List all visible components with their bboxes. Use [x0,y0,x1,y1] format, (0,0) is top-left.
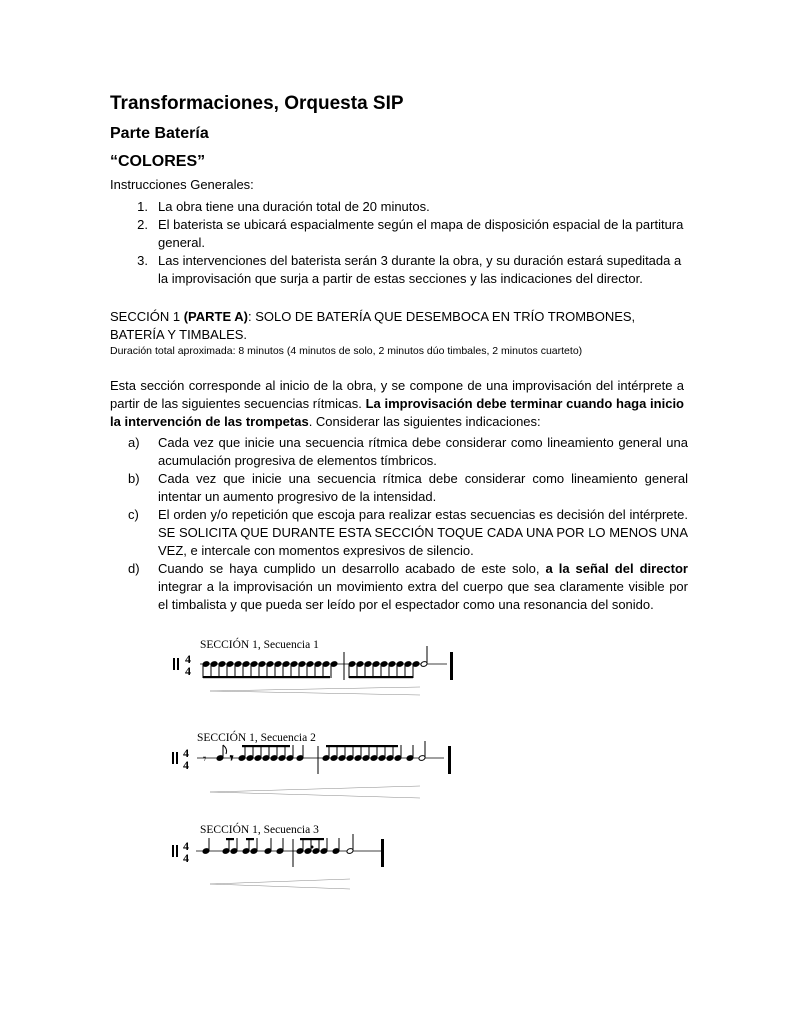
heading-bold: (PARTE A) [183,309,248,324]
indication-label: b) [128,471,140,486]
list-text: La obra tiene una duración total de 20 minutos. [158,199,430,214]
work-title: “COLORES” [110,153,206,170]
beam [349,676,413,678]
score-3-label: SECCIÓN 1, Secuencia 3 [200,824,319,836]
list-text: El baterista se ubicará espacialmente según el mapa de disposición espacial de la partitura general. [158,217,684,250]
indication-text: Cada vez que inicie una secuencia rítmica debe considerar como lineamiento general una acumulación progresiva de elementos tímbricos. [158,435,688,468]
indication-text: Cuando se haya cumplido un desarrollo acabado de este solo, [158,561,546,576]
dot [311,846,313,848]
indication-label: c) [128,507,139,522]
heading-post: : SOLO DE BATERÍA QUE DESEMBOCA EN TRÍO TROMBONES, BATERÍA Y TIMBALES. [110,309,636,342]
time-sig-top: 4 [183,746,189,760]
time-sig-bottom: 4 [183,758,189,772]
beam [326,745,398,747]
section-1-duration: Duración total aproximada: 8 minutos (4 minutos de solo, 2 minutos dúo timbales, 2 minutos cuarteto) [110,345,583,357]
intro-bold: La improvisación debe terminar cuando haga inicio la intervención de las trompetas [110,396,685,429]
score-2-staff [172,741,451,798]
beam [203,676,330,678]
list-number: 2. [137,217,148,232]
beam [226,838,234,840]
rest-glyph: 𝄾 [230,751,234,765]
indication-label: d) [128,561,140,576]
beam [246,838,254,840]
beam [300,838,324,840]
indication-label: a) [128,435,140,450]
time-sig-bottom: 4 [185,664,191,678]
score-1-label: SECCIÓN 1, Secuencia 1 [200,639,319,651]
document-title: Transformaciones, Orquesta SIP [110,93,404,114]
intro-pre: Esta sección corresponde al inicio de la obra, y se compone de una improvisación del intérprete a partir de las siguientes secuencias rítmicas. [110,378,684,411]
time-sig-top: 4 [185,652,191,666]
list-text: Las intervenciones del baterista serán 3 durante la obra, y su duración estará supeditada a la improvisación que surja a partir de estas secciones y las indicaciones del director. [158,253,682,286]
indication-text-post: integrar a la improvisación un movimiento extra del cuerpo que sea claramente visible por el timbalista y que pueda ser leído por el espectador como una resonancia del sonido. [158,579,688,612]
indication-text: Cada vez que inicie una secuencia rítmica debe considerar como lineamiento general intentar un aumento progresivo de la intensidad. [158,471,688,504]
score-2-label: SECCIÓN 1, Secuencia 2 [197,732,316,744]
indication-text: El orden y/o repetición que escoja para realizar estas secuencias es decisión del intérprete. SE SOLICITA QUE DURANTE ESTA SECCIÓN TOQUE CADA UNA POR LO MENOS UNA VEZ, e intercale con momentos expresivos de silencio. [158,507,688,558]
heading-pre: SECCIÓN 1 [110,309,184,324]
flag [223,745,227,754]
rest-glyph: 𝄾 [203,751,207,766]
score-3-staff [172,834,384,889]
time-sig-top: 4 [183,839,189,853]
beam [242,745,290,747]
time-sig-bottom: 4 [183,851,189,865]
list-number: 3. [137,253,148,268]
list-number: 1. [137,199,148,214]
indication-bold: a la señal del director [545,561,688,576]
intro-post: . Considerar las siguientes indicaciones: [308,414,541,429]
instructions-heading: Instrucciones Generales: [110,177,254,192]
part-subtitle: Parte Batería [110,125,209,142]
score-1-staff [173,646,453,695]
